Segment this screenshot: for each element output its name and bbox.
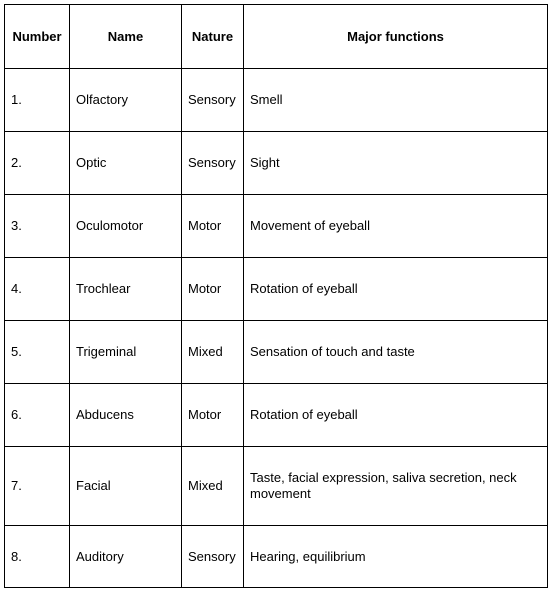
cell-number: 6.: [5, 384, 70, 447]
cell-nature: Motor: [182, 258, 244, 321]
cell-functions: Sight: [244, 132, 548, 195]
cell-name: Trochlear: [70, 258, 182, 321]
cell-number: 3.: [5, 195, 70, 258]
cell-nature: Mixed: [182, 447, 244, 526]
cell-number: 7.: [5, 447, 70, 526]
cell-name: Trigeminal: [70, 321, 182, 384]
cell-functions: Smell: [244, 69, 548, 132]
cell-functions: Taste, facial expression, saliva secretion, neck movement: [244, 447, 548, 526]
header-major-functions: Major functions: [244, 5, 548, 69]
table-row: [5, 526, 548, 588]
cell-functions: Movement of eyeball: [244, 195, 548, 258]
cell-number: 1.: [5, 69, 70, 132]
cell-name: Oculomotor: [70, 195, 182, 258]
header-number: Number: [5, 5, 70, 69]
cell-nature: Motor: [182, 384, 244, 447]
table-row: [5, 447, 548, 526]
table-row: [5, 195, 548, 258]
cranial-nerves-table: [4, 4, 548, 588]
table-row: [5, 69, 548, 132]
cell-nature: Mixed: [182, 321, 244, 384]
table-row: [5, 321, 548, 384]
cell-nature: Sensory: [182, 526, 244, 588]
cell-number: 5.: [5, 321, 70, 384]
cell-functions: Hearing, equilibrium: [244, 526, 548, 588]
cell-nature: Sensory: [182, 69, 244, 132]
cell-name: Olfactory: [70, 69, 182, 132]
cell-functions: Rotation of eyeball: [244, 258, 548, 321]
cell-functions: Sensation of touch and taste: [244, 321, 548, 384]
cell-number: 4.: [5, 258, 70, 321]
table-row: [5, 258, 548, 321]
cell-name: Auditory: [70, 526, 182, 588]
header-name: Name: [70, 5, 182, 69]
table-row: [5, 384, 548, 447]
table-row: [5, 132, 548, 195]
cell-name: Abducens: [70, 384, 182, 447]
cell-number: 2.: [5, 132, 70, 195]
cell-name: Facial: [70, 447, 182, 526]
cell-number: 8.: [5, 526, 70, 588]
cell-functions: Rotation of eyeball: [244, 384, 548, 447]
cell-nature: Motor: [182, 195, 244, 258]
header-nature: Nature: [182, 5, 244, 69]
table-header-row: [5, 5, 548, 69]
cell-nature: Sensory: [182, 132, 244, 195]
cell-name: Optic: [70, 132, 182, 195]
